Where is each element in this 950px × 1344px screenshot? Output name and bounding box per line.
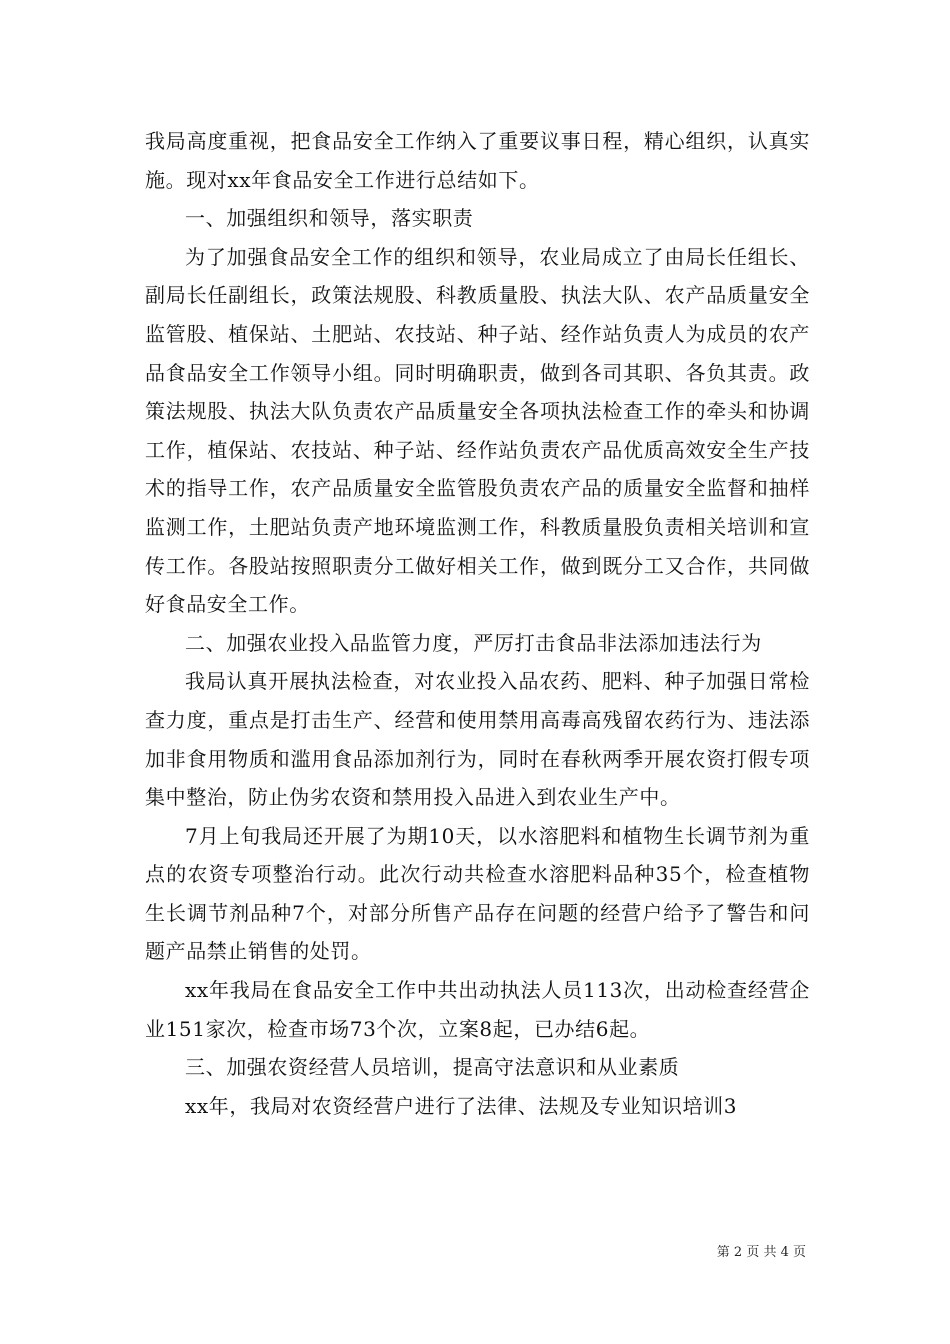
paragraph-inspection: 我局认真开展执法检查，对农业投入品农药、肥料、种子加强日常检查力度，重点是打击生产、经营和使用禁用高毒高残留农药行为、违法添加非食用物质和滥用食品添加剂行为，同时在春秋两季开展农资打假专项集中整治，防止伪劣农资和禁用投入品进入到农业生产中。 (145, 669, 810, 810)
paragraph-statistics: xx年我局在食品安全工作中共出动执法人员113次，出动检查经营企业151家次，检查市场73个次，立案8起，已办结6起。 (145, 978, 810, 1041)
section-heading-3: 三、加强农资经营人员培训，提高守法意识和从业素质 (185, 1055, 680, 1080)
document-body (145, 122, 810, 1125)
paragraph-july-campaign: 7月上旬我局还开展了为期10天，以水溶肥料和植物生长调节剂为重点的农资专项整治行动。此次行动共检查水溶肥料品种35个，检查植物生长调节剂品种7个，对部分所售产品存在问题的经营户给予了警告和问题产品禁止销售的处罚。 (145, 823, 810, 964)
paragraph-intro-continuation: 我局高度重视，把食品安全工作纳入了重要议事日程，精心组织，认真实施。现对xx年食品安全工作进行总结如下。 (145, 129, 810, 192)
section-heading-2: 二、加强农业投入品监管力度，严厉打击食品非法添加违法行为 (185, 630, 762, 655)
section-heading-1: 一、加强组织和领导，落实职责 (185, 206, 474, 231)
paragraph-training: xx年，我局对农资经营户进行了法律、法规及专业知识培训3 (185, 1093, 738, 1118)
page-number-footer: 第 2 页 共 4 页 (716, 1245, 806, 1260)
paragraph-organization: 为了加强食品安全工作的组织和领导，农业局成立了由局长任组长、副局长任副组长，政策法规股、科教质量股、执法大队、农产品质量安全监管股、植保站、土肥站、农技站、种子站、经作站负责人为成员的农产品食品安全工作领导小组。同时明确职责，做到各司其职、各负其责。政策法规股、执法大队负责农产品质量安全各项执法检查工作的牵头和协调工作，植保站、农技站、种子站、经作站负责农产品优质高效安全生产技术的指导工作，农产品质量安全监管股负责农产品的质量安全监督和抽样监测工作，土肥站负责产地环境监测工作，科教质量股负责相关培训和宣传工作。各股站按照职责分工做好相关工作，做到既分工又合作，共同做好食品安全工作。 (145, 244, 810, 617)
